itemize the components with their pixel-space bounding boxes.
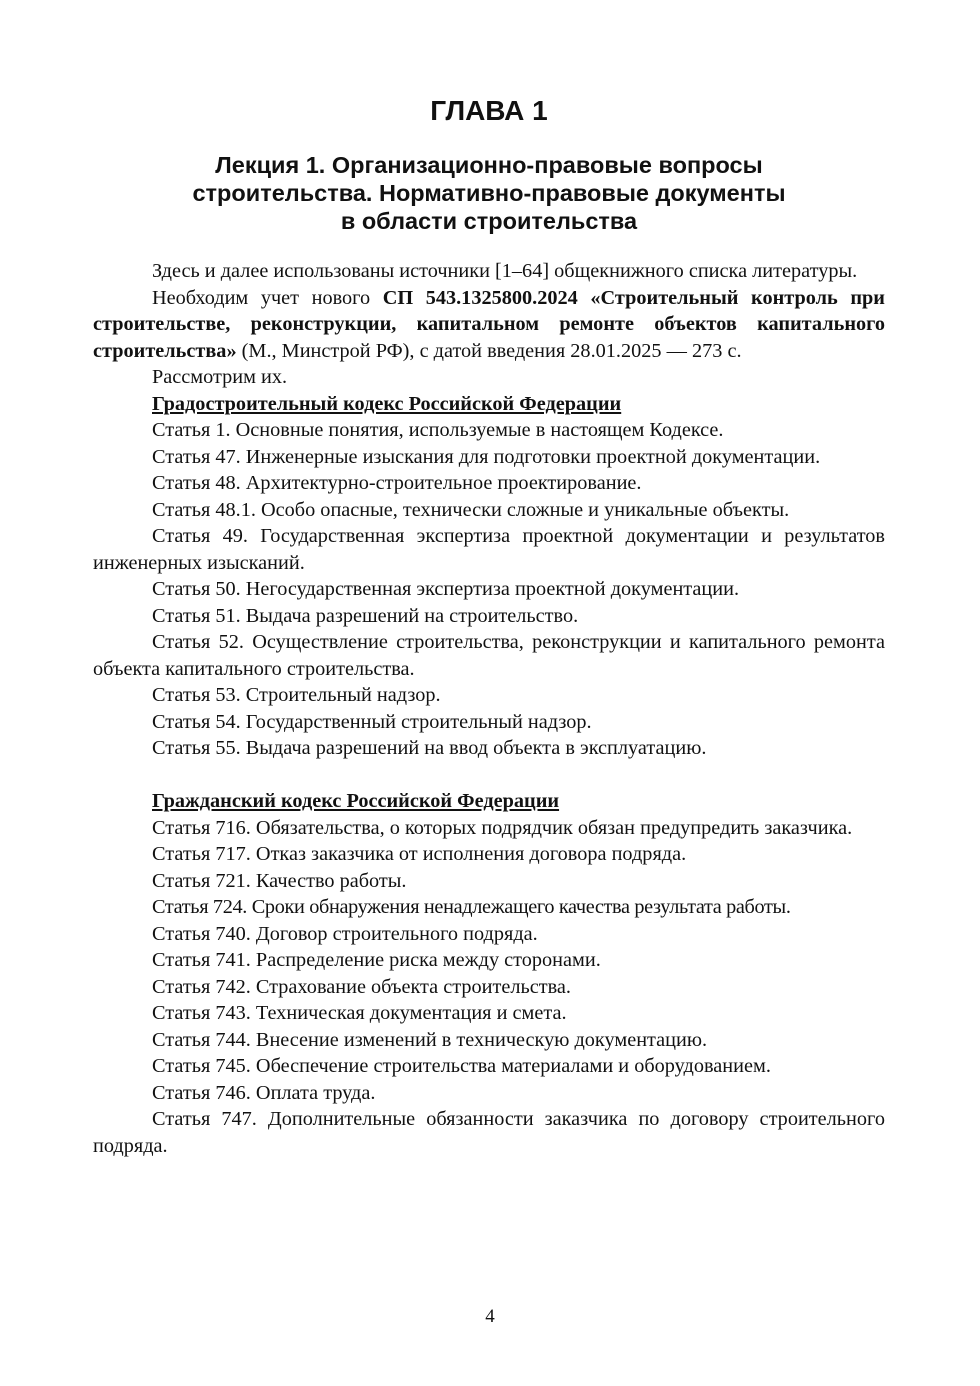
lecture-title-line: в области строительства (340, 208, 638, 234)
gradcode-article: Статья 48.1. Особо опасные, технически сложные и уникальные объекты. (152, 498, 790, 521)
consider-paragraph: Рассмотрим их. (152, 366, 288, 388)
sp-suffix: (М., Минстрой РФ), с датой введения 28.01.2025 — 273 с. (236, 339, 742, 362)
civilcode-article: Статья 745. Обеспечение строительства материалами и оборудованием. (152, 1055, 771, 1077)
civilcode-article: Статья 742. Страхование объекта строительства. (152, 975, 571, 998)
civilcode-article: Статья 747. Дополнительные обязанности заказчика по договору строительного подряда. (93, 1108, 885, 1157)
lecture-title-line: строительства. Нормативно-правовые документы (192, 180, 786, 206)
civilcode-article: Статья 716. Обязательства, о которых подрядчик обязан предупредить заказчика. (152, 816, 853, 839)
civilcode-article: Статья 746. Оплата труда. (152, 1081, 376, 1104)
civilcode-article: Статья 721. Качество работы. (152, 869, 407, 892)
sp-standard-title: СП 543.1325800.2024 «Строительный контроль при строительстве, реконструкции, капитальном ремонте объектов капитального строительства» (93, 286, 885, 362)
civilcode-article: Статья 741. Распределение риска между сторонами. (152, 949, 601, 971)
civilcode-article: Статья 717. Отказ заказчика от исполнения договора подряда. (152, 843, 687, 865)
sp-prefix: Необходим учет нового (152, 286, 383, 309)
gradcode-article: Статья 54. Государственный строительный надзор. (152, 710, 592, 733)
gradcode-article: Статья 50. Негосударственная экспертиза проектной документации. (152, 578, 740, 600)
gradcode-article: Статья 53. Строительный надзор. (152, 684, 441, 706)
civilcode-article: Статья 724. Сроки обнаружения ненадлежащего качества результата работы. (152, 896, 791, 918)
sp-paragraph (93, 285, 885, 365)
gradcode-article: Статья 48. Архитектурно-строительное проектирование. (152, 472, 642, 494)
civilcode-article: Статья 740. Договор строительного подряда. (152, 922, 538, 945)
lecture-title (93, 151, 885, 235)
gradcode-heading: Градостроительный кодекс Российской Федерации (152, 392, 622, 415)
gradcode-article: Статья 47. Инженерные изыскания для подготовки проектной документации. (152, 445, 821, 468)
page-content (93, 93, 885, 1159)
civilcode-heading: Гражданский кодекс Российской Федерации (152, 790, 560, 812)
chapter-title: ГЛАВА 1 (430, 95, 548, 126)
lecture-title-line: Лекция 1. Организационно-правовые вопросы (215, 152, 763, 178)
section-gap (93, 762, 885, 789)
document-body (93, 258, 885, 1159)
gradcode-article: Статья 49. Государственная экспертиза проектной документации и результатов инженерных изысканий. (93, 525, 885, 574)
gradcode-article: Статья 1. Основные понятия, используемые в настоящем Кодексе. (152, 419, 724, 441)
civilcode-article: Статья 744. Внесение изменений в техническую документацию. (152, 1028, 708, 1051)
civilcode-article: Статья 743. Техническая документация и смета. (152, 1002, 567, 1024)
gradcode-article: Статья 55. Выдача разрешений на ввод объекта в эксплуатацию. (152, 737, 707, 759)
gradcode-article: Статья 51. Выдача разрешений на строительство. (152, 604, 579, 627)
sources-paragraph: Здесь и далее использованы источники [1–64] общекнижного списка литературы. (152, 260, 858, 282)
page-number: 4 (485, 1306, 495, 1327)
gradcode-article: Статья 52. Осуществление строительства, реконструкции и капитального ремонта объекта капитального строительства. (93, 631, 885, 680)
